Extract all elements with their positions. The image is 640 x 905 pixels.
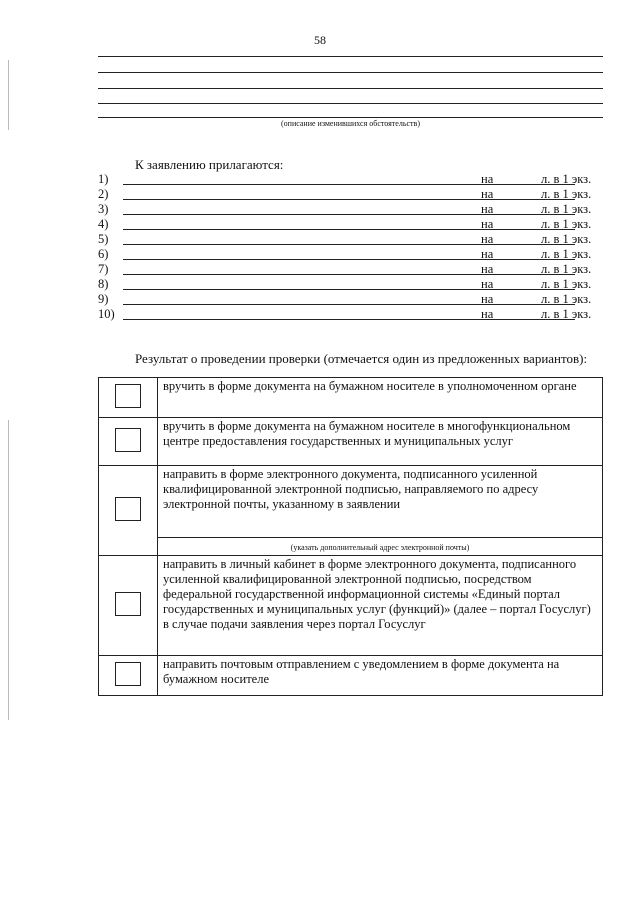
attachment-na: на [481, 187, 494, 201]
checkbox-cell [99, 378, 158, 418]
result-title-text: Результат о проведении проверки (отмечается один из предложенных вариантов): [135, 351, 588, 366]
attachment-row [98, 277, 603, 292]
attachment-number: 9) [98, 292, 109, 306]
result-option-row [99, 466, 603, 538]
blank-line [98, 117, 603, 118]
attachment-sheets-line[interactable] [506, 244, 534, 245]
option-checkbox[interactable] [115, 428, 141, 452]
attachment-row [98, 232, 603, 247]
attachment-row [98, 172, 603, 187]
attachment-row [98, 217, 603, 232]
option-text: направить почтовым отправлением с уведомлением в форме документа на бумажном носителе [158, 656, 603, 696]
attachment-sheets-line[interactable] [506, 199, 534, 200]
option-checkbox[interactable] [115, 662, 141, 686]
attachment-sheets-line[interactable] [506, 289, 534, 290]
attachment-number: 1) [98, 172, 109, 186]
attachment-na: на [481, 292, 494, 306]
attachment-sheets-line[interactable] [506, 304, 534, 305]
attachment-unit: л. в 1 экз. [541, 307, 592, 321]
attachment-number: 3) [98, 202, 109, 216]
attachment-unit: л. в 1 экз. [541, 277, 592, 291]
option-text: вручить в форме документа на бумажном носителе в многофункциональном центре предоставления государственных и муниципальных услуг [158, 418, 603, 466]
attachment-unit: л. в 1 экз. [541, 202, 592, 216]
checkbox-cell [99, 466, 158, 556]
attachment-sheets-line[interactable] [506, 229, 534, 230]
result-option-subrow [99, 538, 603, 556]
result-option-row [99, 556, 603, 656]
attachment-number: 5) [98, 232, 109, 246]
checkbox-cell [99, 418, 158, 466]
attachment-unit: л. в 1 экз. [541, 247, 592, 261]
attachment-row [98, 187, 603, 202]
attachment-na: на [481, 277, 494, 291]
result-options-table [98, 377, 603, 696]
attachment-na: на [481, 262, 494, 276]
attachment-row [98, 307, 603, 322]
attachment-sheets-line[interactable] [506, 259, 534, 260]
attachment-sheets-line[interactable] [506, 319, 534, 320]
attachment-na: на [481, 232, 494, 246]
circumstances-caption: (описание изменившихся обстоятельств) [281, 119, 420, 128]
attachment-number: 7) [98, 262, 109, 276]
result-option-row [99, 418, 603, 466]
attachment-unit: л. в 1 экз. [541, 172, 592, 186]
checkbox-cell [99, 656, 158, 696]
attachment-unit: л. в 1 экз. [541, 232, 592, 246]
result-option-row [99, 656, 603, 696]
attachment-na: на [481, 307, 494, 321]
attachment-number: 4) [98, 217, 109, 231]
blank-line [98, 56, 603, 57]
scan-margin-mark [8, 60, 9, 130]
attachment-row [98, 202, 603, 217]
attachment-na: на [481, 172, 494, 186]
attachment-number: 6) [98, 247, 109, 261]
blank-line [98, 103, 603, 104]
additional-email-caption: (указать дополнительный адрес электронной почты) [290, 543, 470, 552]
option-text: направить в личный кабинет в форме электронного документа, подписанного усиленной квалифицированной электронной подписью, посредством федеральной государственной информационной системы «Единый портал государственных и муниципальных услуг (функций)» (далее – портал Госуслуг) в случае подачи заявления через портал Госуслуг [158, 556, 603, 656]
option-checkbox[interactable] [115, 384, 141, 408]
scan-margin-mark [8, 420, 9, 720]
option-text: направить в форме электронного документа, подписанного усиленной квалифицированной электронной подписью, направляемого по адресу электронной почты, указанному в заявлении [158, 466, 603, 538]
attachment-na: на [481, 217, 494, 231]
attachment-row [98, 262, 603, 277]
attachment-sheets-line[interactable] [506, 274, 534, 275]
attachment-unit: л. в 1 экз. [541, 262, 592, 276]
attachment-unit: л. в 1 экз. [541, 187, 592, 201]
option-checkbox[interactable] [115, 592, 141, 616]
checkbox-cell [99, 556, 158, 656]
attachment-row [98, 292, 603, 307]
attachment-na: на [481, 247, 494, 261]
attachment-number: 10) [98, 307, 115, 321]
attachment-na: на [481, 202, 494, 216]
attachment-number: 2) [98, 187, 109, 201]
result-option-row [99, 378, 603, 418]
attachment-sheets-line[interactable] [506, 184, 534, 185]
option-checkbox[interactable] [115, 497, 141, 521]
attachment-sheets-line[interactable] [506, 214, 534, 215]
additional-email-field[interactable] [158, 538, 603, 556]
page-number: 58 [314, 33, 326, 47]
attachment-number: 8) [98, 277, 109, 291]
blank-line [98, 72, 603, 73]
attachment-unit: л. в 1 экз. [541, 292, 592, 306]
attachment-row [98, 247, 603, 262]
result-title [98, 352, 603, 366]
option-text: вручить в форме документа на бумажном носителе в уполномоченном органе [158, 378, 603, 418]
attachment-unit: л. в 1 экз. [541, 217, 592, 231]
attachments-intro: К заявлению прилагаются: [135, 157, 284, 172]
blank-line [98, 88, 603, 89]
